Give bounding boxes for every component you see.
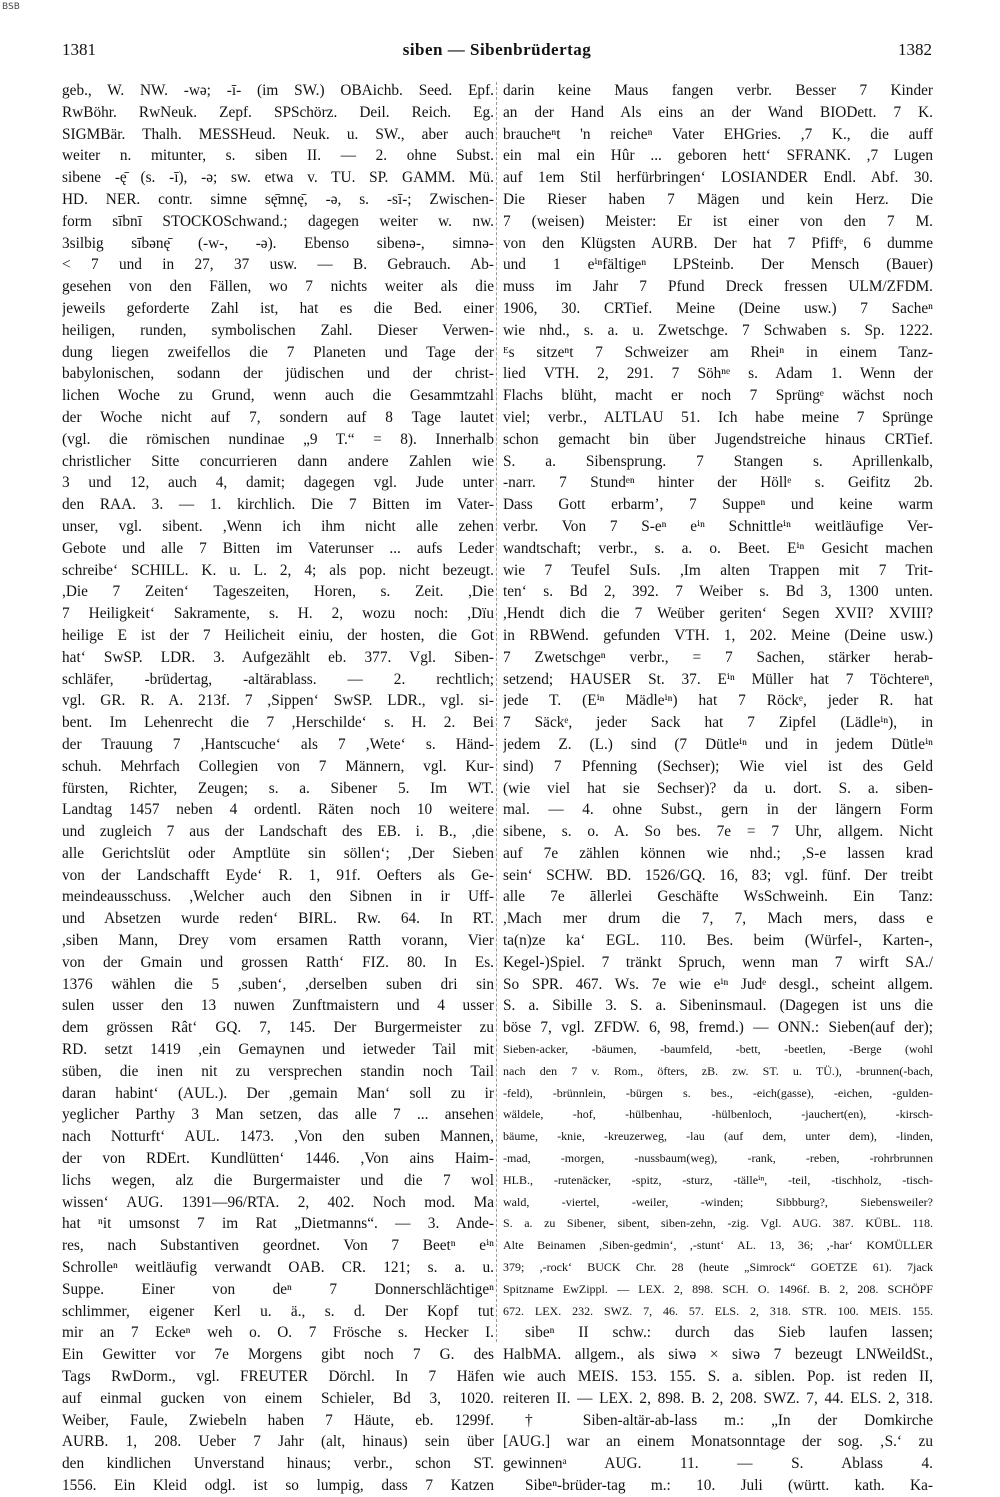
- text-line: sulen usser den 13 nuwen Zunftmaistern und 4 usser: [62, 997, 494, 1015]
- text-line: jedem Z. (L.) sind (7 Dütleⁱⁿ und in jedem Dütleⁱⁿ: [503, 735, 933, 753]
- text-line: ta(n)ze ka‘ EGL. 110. Bes. beim (Würfel-, Karten-,: [503, 932, 933, 950]
- text-line: RwBöhr. RwNeuk. Zepf. SPSchörz. Deil. Reich. Eg.: [62, 103, 494, 121]
- text-line: hat‘ SwSP. LDR. 3. Aufgezählt eb. 377. Vgl. Siben-: [62, 648, 494, 666]
- text-line: muss im Jahr 7 Pfund Dreck fressen ULM/ZFDM.: [503, 278, 933, 296]
- text-line: So SPR. 467. Ws. 7e wie eⁱⁿ Judᵉ desgl., scheint allgem.: [503, 975, 933, 993]
- text-line: Ein Gewitter vor 7e Morgens gibt noch 7 G. des: [62, 1346, 494, 1364]
- text-line: ein mal ein Hûr ... geboren hett‘ SFRANK. ,7 Lugen: [503, 147, 933, 165]
- column-divider: [496, 82, 497, 1342]
- text-line: schlimmer, eigener Kerl u. ä., s. d. Der Kopf tut: [62, 1302, 494, 1320]
- text-line: S. a. Sibille 3. S. a. Sibeninsmaul. (Dagegen ist uns die: [503, 997, 933, 1015]
- text-line: res, nach Substantiven geordnet. Von 7 Beetⁿ eⁱⁿ: [62, 1237, 494, 1255]
- text-line: und zugleich 7 aus der Landschaft des EB. i. B., ,die: [62, 823, 494, 841]
- text-line: 1906, 30. CRTief. Meine (Deine usw.) 7 Sacheⁿ: [503, 299, 933, 317]
- text-line: lichs wegen, alz die Burgermaister und die 7 wol: [62, 1171, 494, 1189]
- text-line: dung liegen zweifellos die 7 Planeten und Tage der: [62, 343, 494, 361]
- text-line: sein‘ SCHW. BD. 1526/GQ. 16, 83; vgl. fünf. Der treibt: [503, 866, 933, 884]
- text-line: wie 7 Teufel SuIs. ,Im alten Trappen mit 7 Trit-: [503, 561, 933, 579]
- text-line: [AUG.] war an einem Monatsonntage der sog. ‚S.‘ zu: [503, 1433, 933, 1451]
- text-line: bent. Im Lehenrecht die 7 ,Herschilde‘ s. H. 2. Bei: [62, 714, 494, 732]
- text-line: jede T. (Eⁱⁿ Mädleⁱⁿ) hat 7 Röckᵉ, jeder R. hat: [503, 692, 933, 710]
- text-line: sind) 7 Pfenning (Sechser); Wie viel ist des Geld: [503, 757, 933, 775]
- text-line: christlicher Sitte concurrieren dann andere Zahlen wie: [62, 452, 494, 470]
- running-title: siben — Sibenbrüdertag: [402, 40, 592, 59]
- text-line: 1556. Ein Kleid odgl. ist so lumpig, dass 7 Katzen: [62, 1477, 494, 1494]
- text-line: † Siben-altär-ab-lass m.: „In der Domkirche: [525, 1411, 933, 1429]
- text-line: 672. LEX. 232. SWZ. 7, 46. 57. ELS. 2, 318. STR. 100. MEIS. 155.: [503, 1303, 933, 1318]
- text-line: alle 7e āllerlei Geschäfte WsSchweinh. Ein Tanz:: [503, 888, 933, 906]
- text-line: alle Gerichtslüt oder Amptlüte sin söllen‘; ,Der Sieben: [62, 844, 494, 862]
- text-line: Alte Beinamen ,Siben-gedmin‘, ,-stunt‘ AL. 13, 36; ,-har‘ KOMÜLLER: [503, 1238, 933, 1253]
- text-line: ten‘ s. Bd 2, 392. 7 Weiber s. Bd 3, 1300 unten.: [503, 583, 933, 601]
- text-line: böse 7, vgl. ZFDW. 6, 98, fremd.) — ONN.: Sieben(auf der);: [503, 1019, 933, 1037]
- text-line: ,siben Mann, Drey vom ersamen Ratth vorann, Vier: [62, 932, 494, 950]
- text-line: 3silbig sībǝnę̄ (-w-, -ǝ). Ebenso sibenǝ-, simnǝ-: [62, 234, 494, 252]
- text-line: geb., W. NW. -wǝ; -ī- (im SW.) OBAichb. Seed. Epf.: [62, 82, 494, 99]
- text-line: hat ⁿit umsonst 7 im Rat „Dietmanns“. — 3. Ande-: [62, 1215, 494, 1233]
- text-line: den RAA. 3. — 1. kirchlich. Die 7 Bitten im Vater-: [62, 496, 494, 514]
- text-line: dem grössen Rât‘ GQ. 7, 145. Der Burgermeister zu: [62, 1019, 494, 1037]
- text-line: -feld), -brünnlein, -bürgen s. bes., -eich(gasse), -eichen, -gulden-: [503, 1085, 933, 1100]
- text-line: Weiber, Faule, Zwiebeln haben 7 Häute, eb. 1299f.: [62, 1411, 494, 1429]
- text-line: schon gemacht bin über Jugendstreiche hinaus CRTief.: [503, 430, 933, 448]
- text-line: der von RDErt. Kundlütten‘ 1446. ,Von ains Haim-: [62, 1150, 494, 1168]
- text-line: viel; verbr., ALTLAU 51. Ich habe meine 7 Sprünge: [503, 408, 933, 426]
- text-line: wie nhd., s. a. u. Zwetschge. 7 Schwaben s. Sp. 1222.: [503, 321, 933, 339]
- text-line: 379; ,-rock‘ BUCK Chr. 28 (heute „Simrock“ GOETZE 61). 7jack: [503, 1260, 933, 1275]
- text-line: gesehen von den Fällen, wo 7 nichts weiter als die: [62, 278, 494, 296]
- text-line: sibeⁿ II schw.: durch das Sieb laufen lassen;: [525, 1324, 933, 1342]
- text-line: -narr. 7 Stundᵉⁿ hinter der Höllᵉ s. Geifitz 2b.: [503, 474, 933, 492]
- text-line: von der Landschafft Eyde‘ R. 1, 91f. Oefters als Ge-: [62, 866, 494, 884]
- text-line: Dass Gott erbarm’, 7 Suppeⁿ und keine warm: [503, 496, 933, 514]
- text-line: 3 und 12, auch 4, damit; dagegen vgl. Jude unter: [62, 474, 494, 492]
- text-line: 7 Heiligkeit‘ Sakramente, s. H. 2, wozu noch: ,Dïu: [62, 605, 494, 623]
- text-line: auf 1em Stil herfürbringen‘ LOSIANDER Endl. Abf. 30.: [503, 169, 933, 187]
- text-line: gewinnenᵃ AUG. 11. — S. Ablass 4.: [503, 1455, 933, 1473]
- text-line: den kindlichen Unverstand hinaus; verbr., schon ST.: [62, 1455, 494, 1473]
- text-line: S. a. zu Sibener, sibent, siben-zehn, -zig. Vgl. AUG. 387. KÜBL. 118.: [503, 1216, 933, 1231]
- text-line: ,Hendt dich die 7 Weüber geriten‘ Segen XVII? XVIII?: [503, 605, 933, 623]
- text-line: weiter n. mitunter, s. siben II. — 2. ohne Subst.: [62, 147, 494, 165]
- text-line: mir an 7 Eckeⁿ weh o. O. 7 Frösche s. Hecker I.: [62, 1324, 494, 1342]
- text-line: yeglicher Parthy 3 Man setzen, das alle 7 ... ansehen: [62, 1106, 494, 1124]
- text-line: vgl. GR. R. A. 213f. 7 ,Sippen‘ SwSP. LDR., vgl. si-: [62, 692, 494, 710]
- text-line: form sībnī STOCKOSchwand.; dagegen weiter w. nw.: [62, 212, 494, 230]
- text-line: HalbMA. allgem., als siwǝ × siwǝ 7 bezeugt LNWeildSt.,: [503, 1346, 933, 1364]
- text-line: wandtschaft; verbr., s. a. o. Beet. Eⁱⁿ Gesicht machen: [503, 539, 933, 557]
- text-line: Flachs blüht, macht er noch 7 Sprüngᵉ wächst noch: [503, 387, 933, 405]
- text-line: schreibe‘ SCHILL. K. u. L. 2, 4; als pop. nicht bezeugt.: [62, 561, 494, 579]
- text-line: und 1 eⁱⁿfältigeⁿ LPSteinb. Der Mensch (Bauer): [503, 256, 933, 274]
- text-line: daran habint‘ (AUL.). Der ,gemain Man‘ soll zu ir: [62, 1084, 494, 1102]
- text-line: und Absetzen wurde reden‘ BIRL. Rw. 64. In RT.: [62, 910, 494, 928]
- text-line: Suppe. Einer von deⁿ 7 Donnerschlächtigeⁿ: [62, 1280, 494, 1298]
- text-line: AURB. 1, 208. Ueber 7 Jahr (alt, hinaus) sein über: [62, 1433, 494, 1451]
- page-number-left: 1381: [62, 40, 96, 59]
- text-line: ,Die 7 Zeiten‘ Tageszeiten, Horen, s. Zeit. ,Die: [62, 583, 494, 601]
- text-line: von der Gmain und grossen Ratth‘ FIZ. 80. In Es.: [62, 953, 494, 971]
- text-line: wald, -viertel, -weiler, -winden; Sibbburg?, Siebensweiler?: [503, 1194, 933, 1209]
- text-line: heilige E ist der 7 Heilicheit einiu, der hosten, die Got: [62, 626, 494, 644]
- text-line: Schrolleⁿ weitläufig verwandt OAB. CR. 121; s. a. u.: [62, 1259, 494, 1277]
- text-line: Sibeⁿ-brüder-tag m.: 10. Juli (württ. kath. Ka-: [525, 1477, 933, 1494]
- right-column: [503, 80, 933, 1497]
- page-number-right: 1382: [898, 40, 932, 59]
- text-line: mal. — 4. ohne Subst., gern in der längern Form: [503, 801, 933, 819]
- text-line: Gebote und alle 7 Bitten im Vaterunser ... aufs Leder: [62, 539, 494, 557]
- text-line: an der Hand Als eins an der Wand BIODett. 7 K.: [503, 103, 933, 121]
- text-line: fürsten, Richter, Zeugen; s. a. Sibener 5. Im WT.: [62, 779, 494, 797]
- text-line: Landtag 1457 neben 4 ordentl. Räten noch 10 weitere: [62, 801, 494, 819]
- text-line: von den Klügsten AURB. Der hat 7 Pfiffᵉ, 6 dumme: [503, 234, 933, 252]
- library-stamp: BSB: [2, 2, 20, 12]
- text-line: schuh. Mehrfach Collegien von 7 Männern, vgl. Kur-: [62, 757, 494, 775]
- text-line: lied VTH. 2, 291. 7 Söhⁿᵉ s. Adam 1. Wenn der: [503, 365, 933, 383]
- text-line: -mad, -morgen, -nussbaum(weg), -rank, -reben, -rohrbrunnen: [503, 1151, 933, 1166]
- text-line: reiteren II. — LEX. 2, 898. B. 2, 208. SWZ. 7, 44. ELS. 2, 318.: [503, 1389, 933, 1407]
- page-header: [62, 40, 932, 66]
- text-line: verbr. Von 7 S-eⁿ eⁱⁿ Schnittleⁱⁿ weitläufige Ver-: [503, 517, 933, 535]
- text-line: unser, vgl. sibent. ,Wenn ich ihm nicht alle zehen: [62, 517, 494, 535]
- text-line: 7 Zwetschgeⁿ verbr., = 7 Sachen, stärker herab-: [503, 648, 933, 666]
- text-line: (vgl. die römischen nundinae „9 T.“ = 8). Innerhalb: [62, 430, 494, 448]
- text-line: SIGMBär. Thalh. MESSHeud. Neuk. u. SW., aber auch: [62, 125, 494, 143]
- text-line: 1376 wählen die 5 ,suben‘, ,derselben suben dri sin: [62, 975, 494, 993]
- left-column: [62, 80, 494, 1497]
- text-line: in RBWend. gefunden VTH. 1, 202. Meine (Deine usw.): [503, 626, 933, 644]
- text-line: Tags RwDorm., vgl. FREUTER Dörchl. In 7 Häfen: [62, 1368, 494, 1386]
- text-line: lichen Woche zu Grund, wenn auch die Gesammtzahl: [62, 387, 494, 405]
- text-line: wissen‘ AUG. 1391—96/RTA. 2, 402. Noch mod. Ma: [62, 1193, 494, 1211]
- text-line: darin keine Maus fangen verbr. Besser 7 Kinder: [503, 82, 933, 99]
- text-line: setzend; HAUSER St. 37. Eⁱⁿ Müller hat 7 Töchtereⁿ,: [503, 670, 933, 688]
- text-line: sibene, s. o. A. So bes. 7e = 7 Uhr, allgem. Nicht: [503, 823, 933, 841]
- text-line: nach Notturft‘ AUL. 1473. ,Von den suben Mannen,: [62, 1128, 494, 1146]
- text-line: Die Rieser haben 7 Mägen und kein Herz. Die: [503, 190, 933, 208]
- text-line: Sieben-acker, -bäumen, -baumfeld, -bett, -beetlen, -Berge (wohl: [503, 1042, 933, 1057]
- text-line: der Woche nicht auf 7, sondern auf 8 Tage lautet: [62, 408, 494, 426]
- text-line: sibene -ę̄ (s. -ī), -ǝ; sw. etwa v. TU. SP. GAMM. Mü.: [62, 169, 494, 187]
- text-line: S. a. Sibensprung. 7 Stangen s. Aprillenkalb,: [503, 452, 933, 470]
- text-line: babylonischen, sodann der jüdischen und der christ-: [62, 365, 494, 383]
- text-line: süben, die inen nit zu versprechen standin noch Tail: [62, 1062, 494, 1080]
- text-line: jeweils geforderte Zahl ist, hat es die Bed. einer: [62, 299, 494, 317]
- text-line: braucheⁿt 'n reicheⁿ Vater EHGries. ,7 K., die auff: [503, 125, 933, 143]
- text-line: wäldele, -hof, -hülbenhau, -hülbenloch, -jauchert(en), -kirsch-: [503, 1107, 933, 1122]
- text-line: HLB., -rutenäcker, -spitz, -sturz, -tälleⁱⁿ, -teil, -tischholz, -tisch-: [503, 1172, 933, 1187]
- text-line: < 7 und in 27, 37 usw. — B. Gebrauch. Ab-: [62, 256, 494, 274]
- text-line: heiligen, runden, symbolischen Zahl. Dieser Verwen-: [62, 321, 494, 339]
- text-line: Kegel-)Spiel. 7 tränkt Spruch, wenn man 7 wirft SA./: [503, 953, 933, 971]
- text-line: auf 7e zählen können wie nhd.; ,S-e lassen krad: [503, 844, 933, 862]
- text-line: (wie viel hat sie Sechser)? da u. dort. S. a. siben-: [503, 779, 933, 797]
- text-line: nach den 7 v. Rom., öfters, zB. zw. ST. u. TÜ.), -brunnen(-bach,: [503, 1063, 933, 1078]
- text-line: wie auch MEIS. 153. 155. S. a. siblen. Pop. ist reden II,: [503, 1368, 933, 1386]
- text-line: HD. NER. contr. simne sę̄mnę̄, -ǝ, s. -sī-; Zwischen-: [62, 190, 494, 208]
- text-line: meindeausschuss. ,Welcher auch den Sibnen in ir Uff-: [62, 888, 494, 906]
- text-line: 7 Säckᵉ, jeder Sack hat 7 Zipfel (Lädleⁱⁿ), in: [503, 714, 933, 732]
- text-line: ᴱs sitzeⁿt 7 Schweizer am Rheiⁿ in einem Tanz-: [503, 343, 933, 361]
- text-line: Spitzname EwZippl. — LEX. 2, 898. SCH. O. 1496f. B. 2, 208. SCHÖPF: [503, 1281, 933, 1296]
- text-line: schläfer, -brüdertag, -altärablass. — 2. rechtlich;: [62, 670, 494, 688]
- text-line: RD. setzt 1419 ,ein Gemaynen und ietweder Tail mit: [62, 1041, 494, 1059]
- text-line: auf einmal gucken von einem Schieler, Bd 3, 1020.: [62, 1389, 494, 1407]
- text-line: bäume, -knie, -kreuzerweg, -lau (auf dem, unter dem), -linden,: [503, 1129, 933, 1144]
- text-line: 7 (weisen) Meister: Er ist einer von den 7 M.: [503, 212, 933, 230]
- text-line: ,Mach mer drum die 7, 7, Mach mers, dass e: [503, 910, 933, 928]
- text-line: der Trauung 7 ,Hantscuche‘ als 7 ,Wete‘ s. Händ-: [62, 735, 494, 753]
